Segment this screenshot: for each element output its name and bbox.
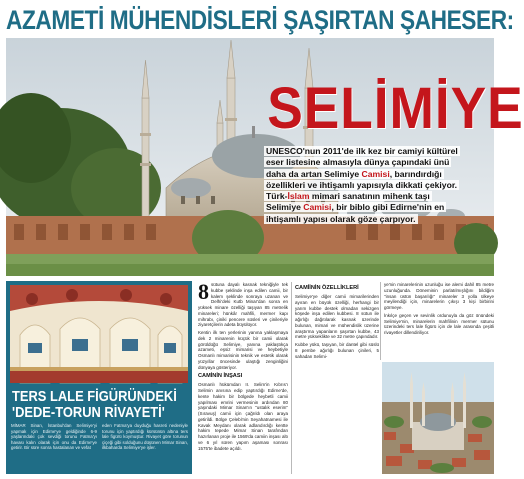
caption-line: Selimiye <box>266 202 304 213</box>
interior-illustration <box>10 285 188 383</box>
article-column-1 <box>198 279 288 453</box>
drop-cap: 8 <box>198 279 209 304</box>
column-divider <box>380 282 381 360</box>
caption-line: özellikleri ve ihtişamlı yapısıyla dikkati çekiyor. <box>266 179 458 190</box>
selimiye-title: SELİMİYE <box>267 76 524 141</box>
caption-line: , barındırdığı <box>389 168 442 179</box>
caption-line: eser listesine almasıyla dünya çapındaki ünü <box>266 157 450 168</box>
caption-line: daha da artan Selimiye <box>266 168 362 179</box>
subheading: CAMİNİN İNŞASI <box>198 373 243 380</box>
paragraph: ye'nin minarelerinin uzunluğu ise alemi dahil 85 metre uzunluğunda. Döneminin parlatılmışlığını bildiğim "insan üstün başarılığı" minareler 3 yolla ülkeye meyilendiği için, minarelerin çıkışı 3 kişi birbirini görmeye. <box>384 282 494 310</box>
caption-line: Türk- <box>266 191 288 202</box>
hero-caption <box>264 146 494 225</box>
sidebar-text-col2: eden Fatma'ya duyduğu hasreti nedeniyle torunu için yaptırdığı kürsünün altına ters lale figürü koymuştur. Rivayet göre torunun çiçeği gibi solduğunu düşünen Mimar Sinan, ilkbaharda Selimiye'ye işler. <box>102 423 188 451</box>
sidebar-headline <box>12 388 177 421</box>
subheading: CAMİİNİN ÖZELLİKLERİ <box>295 285 359 291</box>
aerial-photo <box>382 362 494 474</box>
caption-line: UNESCO'nun 2011'de ilk kez bir camiyi kültürel <box>266 146 458 156</box>
caption-line: mimari sanatının mihenk taşı <box>309 191 430 202</box>
article-column-3 <box>384 282 494 338</box>
caption-line: ihtişamlı yapısı olarak göze çarpıyor. <box>266 213 416 224</box>
article-column-2 <box>295 282 379 361</box>
sidebar-story-box <box>6 281 192 474</box>
headline: AZAMETİ MÜHENDİSLERİ ŞAŞIRTAN ŞAHESER: <box>6 5 514 35</box>
caption-line: , bir biblo gibi Edirne'nin en <box>331 202 445 213</box>
paragraph: sütuna dayalı kasnak tekniğiyle tek kubbe şeklinde inşa edilen camii, bir kalem şeklinde sonraya uzanan ve Delhi'deki Kutb Minar'dan sonra en yüksek minare özelliği taşıyan 85 metrelik minareleri; hünkâr mahfili, mermer kapı mihrabı, çiniki pencere süsleri ve çinileriyle ziyaretçilerin adeta büyülüyor. <box>198 282 288 328</box>
column-divider <box>291 282 292 474</box>
sidebar-headline-line: TERS LALE FİGÜRÜNDEKİ <box>12 388 177 405</box>
sidebar-text-col1: MİMAR Sinan, İstanbul'dan Selimiye'yi yapmak için Edirne'ye geldiğinde 6-9 yaşlarındaki çok sevdiği torunu Fatma'yı havası kalın olarak için onu da Edirne'ye getirir. Bir süre sonra hastalanan ve vefat <box>11 423 97 451</box>
paragraph: Selimiye'ye diğer camii mimarilerinden ayıran en büyük özelliği, herhangi bir yarım kubbe destek olmadan sekizgen köşede inşa edilen kubbesi. 8 sütun ile ağırlığı dağıtılarak kasnak üzerinde bulunan, mimari ve mühendislik üzerine araştırma yapanların şaşırtan kubbe, 43 metre yükseklikte ve 32 metre çapındadır. <box>295 294 379 340</box>
interior-photo <box>10 285 188 383</box>
caption-keyword: İslam <box>287 191 310 202</box>
aerial-illustration <box>382 362 494 474</box>
caption-keyword: Camisi <box>303 202 332 213</box>
paragraph: Kentin ilk ten yerlerinin yanına yaklaşmaya dek 2 minarenin küçük bir camii olarak görüldüğü Selimiye, yanına yaklaştıkça azameti, eşsiz mimarisi ve heybetiyle Osmanlı mimarisinin teknik ve estetik olarak yüzyıllar öncesinde ulaştığı zenginliğini dünyaya gösteriyor. <box>198 330 288 370</box>
sidebar-headline-line: 'DEDE-TORUN RİVAYETİ' <box>12 404 165 421</box>
paragraph: İnkılçe geçen ve sevinlik ordunuyla da göz önündeki Selimiye'nin, minarelerin mahfilinin mermer sütunu üzerindeki ters lale figürü için de lale arasında çeşitli rivayetler dillendiriliyor. <box>384 312 494 335</box>
paragraph: Osmanlı hükümdarı II. Selim'in Kıbrıs'ı Selimin anısına edip yaptırdığı Edirne'de, kente hakim bir bölgede heybetli camii yapılması emrini vermesinin ardından 80 yaşındaki Mimar Sinan'ın "ustalık eserim" (Sıravuş) camii için çağrıldı olan araya getirildi. Bölge Çelebi'nin Seyahatnamesi ile Kavak Meydanı olarak adlandırdığı kentte hakim tepede Mimar Sinan tarafından hazırlanan proje ile 1569'da camiin inşası altı ve 6 yıl süren yapım aşaması sonrası 1575'te ibadete açıldı. <box>198 382 288 451</box>
paragraph: Kubbe yükü, taşıyan, bir dantel gibi süslü 8 pembe ağırlığı bulunan çinileri, 5 sahadan Selimi- <box>295 342 379 359</box>
hero-photo <box>6 38 524 276</box>
caption-keyword: Camisi <box>361 168 390 179</box>
